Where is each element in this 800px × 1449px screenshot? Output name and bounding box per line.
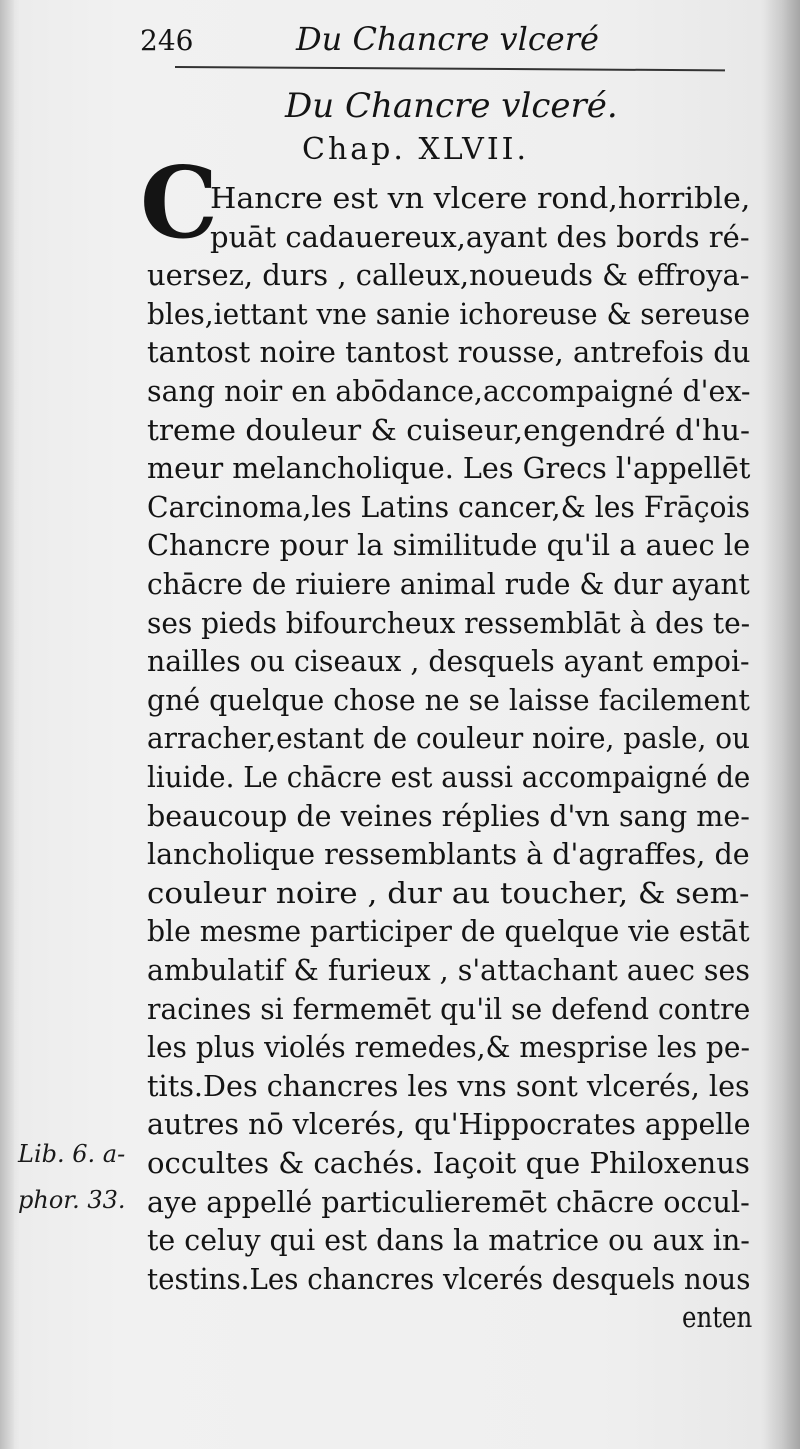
page-left-edge [0,0,14,1449]
text-line: Chancre pour la similitude qu'il a auec le [147,528,751,563]
page-gutter-shadow [764,0,800,1449]
header-rule [175,66,725,71]
marginal-note-line-1: Lib. 6. a- [18,1140,126,1168]
text-line: lancholique ressemblants à d'agraffes, de [147,837,750,872]
text-line: chācre de riuiere animal rude & dur ayant [147,567,750,601]
running-title: Du Chancre vlceré [296,20,599,58]
text-line: puāt cadauereux,ayant des bords ré- [210,219,750,254]
text-line: ses pieds bifourcheux ressemblāt à des te- [147,605,751,640]
running-head [140,14,740,64]
text-line: Hancre est vn vlcere rond,horrible, [210,181,751,215]
text-line: autres nō vlcerés, qu'Hippocrates appelle [147,1107,751,1142]
text-line: couleur noire , dur au toucher, & sem- [147,875,750,910]
text-line: uersez, durs , calleux,noueuds & effroya- [147,258,750,293]
text-line: les plus violés remedes,& mesprise les pe- [147,1030,750,1065]
chapter-title: Du Chancre vlceré. [285,86,618,126]
text-line: liuide. Le chācre est aussi accompaigné de [147,760,751,794]
text-line: sang noir en abōdance,accompaigné d'ex- [147,374,751,408]
text-line: ble mesme participer de quelque vie estāt [147,914,750,949]
text-line: tantost noire tantost rousse, antrefois du [147,335,751,370]
text-line: aye appellé particulieremēt chācre occul- [147,1184,750,1219]
text-line: nailles ou ciseaux , desquels ayant empoi- [147,644,750,679]
text-line: enten [682,1300,753,1335]
text-line: bles,iettant vne sanie ichoreuse & sereuse [147,296,751,331]
text-line: meur melancholique. Les Grecs l'appellēt [147,451,751,486]
text-line: testins.Les chancres vlcerés desquels nous [147,1261,751,1296]
text-line: occultes & cachés. Iaçoit que Philoxenus [147,1146,750,1180]
text-line: te celuy qui est dans la matrice ou aux in- [147,1223,750,1258]
text-line: ambulatif & furieux , s'attachant auec ses [147,953,750,987]
text-line: treme douleur & cuiseur,engendré d'hu- [147,412,751,447]
page-number: 246 [140,24,194,57]
text-line: gné quelque chose ne se laisse facilement [147,682,750,717]
text-line: tits.Des chancres les vns sont vlcerés, les [147,1068,750,1103]
text-line: Carcinoma,les Latins cancer,& les Frāçois [147,489,751,524]
drop-capital: C [140,146,218,261]
text-line: arracher,estant de couleur noire, pasle, ou [147,721,750,756]
marginal-note-line-2: phor. 33. [18,1186,126,1214]
chapter-number: Chap. XLVII. [302,132,530,167]
text-line: racines si fermemēt qu'il se defend contre [147,991,751,1026]
text-line: beaucoup de veines réplies d'vn sang me- [147,798,750,833]
